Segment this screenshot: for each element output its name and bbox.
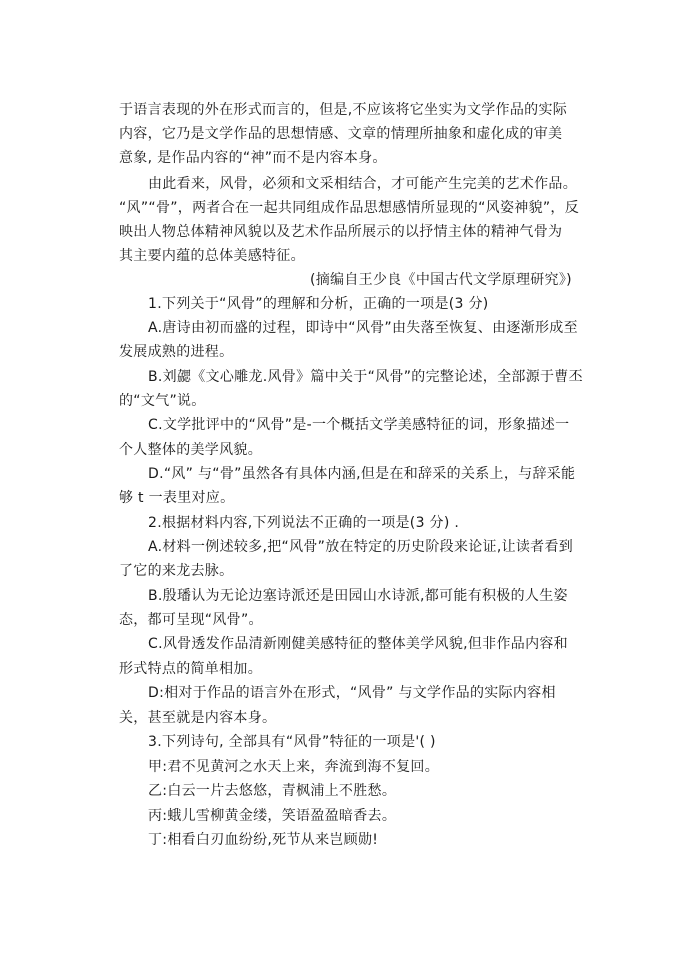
question-3-stem: 3.下列诗句, 全部具有“风骨”特征的一项是'( ) (148, 734, 436, 750)
question-2-option-a: A.材料一例述较多,把“风骨”放在特定的历史阶段来论证,让读者看到 (148, 539, 574, 555)
citation-line: (摘编自王少良《中国古代文学原理研究》) (310, 272, 572, 288)
question-2-option-d: D:相对于作品的语言外在形式，“风骨” 与文学作品的实际内容相 (148, 685, 556, 701)
text-line: 关，甚至就是内容本身。 (119, 710, 277, 726)
text-line: 的“文气”说。 (119, 393, 206, 409)
question-2-stem: 2.根据材料内容,下列说法不正确的一项是(3 分) . (148, 515, 460, 531)
text-line: 形式特点的简单相加。 (119, 661, 262, 677)
text-line: 发展成熟的进程。 (119, 344, 234, 360)
text-line: 了它的来龙去脉。 (119, 563, 234, 579)
text-line: 内容，它乃是文学作品的思想情感、文章的情理所抽象和虚化成的审美 (119, 126, 563, 142)
text-line: 够 t 一表里对应。 (119, 490, 235, 506)
question-1-option-d: D.“风” 与“骨”虽然各有具体内涵,但是在和辞采的关系上，与辞采能 (148, 466, 576, 482)
text-line: 个人整体的美学风貌。 (119, 442, 262, 458)
text-line: “风”“骨”，两者合在一起共同组成作品思想感情所显现的“风姿神貌”，反 (119, 200, 580, 216)
poem-line-ding: 丁:相看白刃血纷纷,死节从来岂顾勋! (148, 832, 379, 848)
text-line: 于语言表现的外在形式而言的，但是,不应该将它坐实为文学作品的实际 (119, 102, 568, 118)
text-line: 其主要内蕴的总体美感特征。 (119, 248, 305, 264)
question-2-option-b: B.殷璠认为无论边塞诗派还是田园山水诗派,都可能有积极的人生姿 (148, 588, 568, 604)
text-line: 态，都可呈现“风骨”。 (119, 612, 263, 628)
poem-line-jia: 甲:君不见黄河之水天上来，奔流到海不复回。 (148, 759, 440, 775)
text-line: 映出人物总体精神风貌以及艺术作品所展示的以抒情主体的精神气骨为 (119, 224, 563, 240)
poem-line-yi: 乙:白云一片去悠悠，青枫浦上不胜愁。 (148, 783, 397, 799)
question-1-option-b: B.刘勰《文心雕龙.风骨》篇中关于“风骨”的完整论述，全部源于曹丕 (148, 369, 583, 385)
question-1-stem: 1.下列关于“风骨”的理解和分析，正确的一项是(3 分) (148, 296, 489, 312)
question-1-option-a: A.唐诗由初而盛的过程，即诗中“风骨”由失落至恢复、由逐渐形成至 (148, 320, 578, 336)
text-line: 意象, 是作品内容的“神”而不是内容本身。 (119, 150, 387, 166)
poem-line-bing: 丙:蛾儿雪柳黄金缕，笑语盈盈暗香去。 (148, 808, 397, 824)
text-line: 由此看来，风骨，必须和文采相结合，才可能产生完美的艺术作品。 (148, 176, 577, 192)
question-2-option-c: C.风骨透发作品清新刚健美感特征的整体美学风貌,但非作品内容和 (148, 636, 568, 652)
question-1-option-c: C.文学批评中的“风骨”是-一个概括文学美感特征的词，形象描述一 (148, 417, 570, 433)
